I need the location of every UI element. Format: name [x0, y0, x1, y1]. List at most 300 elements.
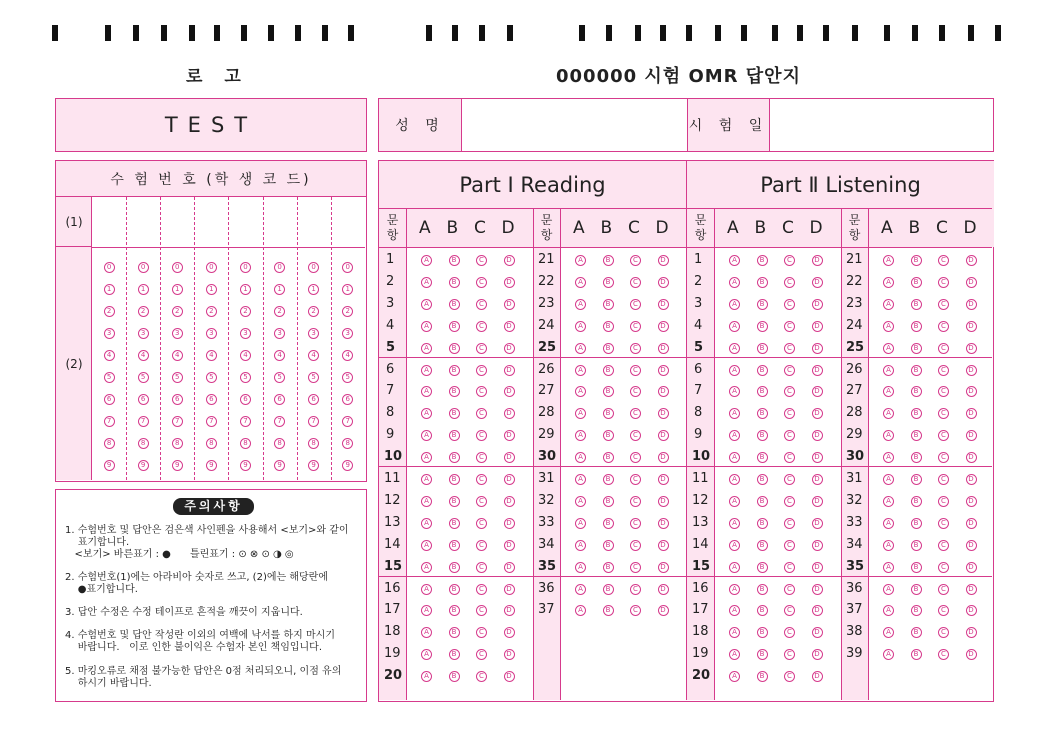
answer-bubble[interactable]: C — [630, 255, 641, 266]
answer-bubble[interactable]: C — [784, 430, 795, 441]
answer-bubble[interactable]: C — [630, 452, 641, 463]
answer-bubble[interactable]: A — [421, 255, 432, 266]
id-bubble[interactable]: 4 — [240, 350, 251, 361]
answer-bubble[interactable]: A — [575, 562, 586, 573]
id-bubble[interactable]: 5 — [274, 372, 285, 383]
answer-bubble[interactable]: C — [630, 474, 641, 485]
answer-bubble[interactable]: C — [630, 408, 641, 419]
id-bubble[interactable]: 0 — [274, 262, 285, 273]
date-field[interactable] — [769, 99, 992, 151]
answer-bubble[interactable]: A — [729, 430, 740, 441]
answer-bubble[interactable]: D — [966, 605, 977, 616]
answer-bubble[interactable]: B — [911, 649, 922, 660]
answer-bubble[interactable]: B — [449, 343, 460, 354]
answer-bubble[interactable]: C — [630, 299, 641, 310]
answer-bubble[interactable]: A — [729, 649, 740, 660]
answer-bubble[interactable]: C — [630, 518, 641, 529]
id-bubble[interactable]: 9 — [206, 460, 217, 471]
answer-bubble[interactable]: D — [504, 540, 515, 551]
answer-bubble[interactable]: D — [812, 562, 823, 573]
answer-bubble[interactable]: D — [812, 299, 823, 310]
answer-bubble[interactable]: A — [421, 452, 432, 463]
answer-bubble[interactable]: C — [784, 649, 795, 660]
answer-bubble[interactable]: B — [911, 386, 922, 397]
id-bubble[interactable]: 3 — [172, 328, 183, 339]
answer-bubble[interactable]: B — [911, 605, 922, 616]
answer-bubble[interactable]: B — [449, 671, 460, 682]
answer-bubble[interactable]: D — [812, 518, 823, 529]
answer-bubble[interactable]: A — [575, 584, 586, 595]
answer-bubble[interactable]: B — [449, 452, 460, 463]
answer-bubble[interactable]: A — [575, 474, 586, 485]
answer-bubble[interactable]: D — [966, 277, 977, 288]
answer-bubble[interactable]: C — [938, 627, 949, 638]
answer-bubble[interactable]: D — [966, 496, 977, 507]
answer-bubble[interactable]: D — [504, 452, 515, 463]
id-bubble[interactable]: 0 — [342, 262, 353, 273]
answer-bubble[interactable]: B — [603, 430, 614, 441]
id-bubble[interactable]: 8 — [172, 438, 183, 449]
answer-bubble[interactable]: D — [658, 299, 669, 310]
answer-bubble[interactable]: C — [784, 496, 795, 507]
id-bubble[interactable]: 7 — [308, 416, 319, 427]
answer-bubble[interactable]: C — [784, 343, 795, 354]
id-bubble[interactable]: 7 — [206, 416, 217, 427]
answer-bubble[interactable]: C — [938, 540, 949, 551]
answer-bubble[interactable]: A — [883, 299, 894, 310]
answer-bubble[interactable]: B — [449, 255, 460, 266]
id-bubble[interactable]: 9 — [342, 460, 353, 471]
answer-bubble[interactable]: A — [729, 321, 740, 332]
answer-bubble[interactable]: D — [504, 562, 515, 573]
answer-bubble[interactable]: C — [630, 386, 641, 397]
answer-bubble[interactable]: C — [476, 627, 487, 638]
id-bubble[interactable]: 7 — [138, 416, 149, 427]
id-bubble[interactable]: 1 — [308, 284, 319, 295]
answer-bubble[interactable]: B — [449, 562, 460, 573]
answer-bubble[interactable]: D — [504, 365, 515, 376]
answer-bubble[interactable]: D — [658, 562, 669, 573]
answer-bubble[interactable]: C — [938, 474, 949, 485]
answer-bubble[interactable]: A — [729, 627, 740, 638]
answer-bubble[interactable]: B — [757, 321, 768, 332]
answer-bubble[interactable]: D — [812, 496, 823, 507]
answer-bubble[interactable]: C — [784, 605, 795, 616]
answer-bubble[interactable]: C — [476, 496, 487, 507]
answer-bubble[interactable]: B — [449, 540, 460, 551]
answer-bubble[interactable]: A — [883, 518, 894, 529]
answer-bubble[interactable]: B — [757, 627, 768, 638]
answer-bubble[interactable]: B — [757, 452, 768, 463]
answer-bubble[interactable]: B — [757, 343, 768, 354]
id-bubble[interactable]: 9 — [308, 460, 319, 471]
answer-bubble[interactable]: C — [938, 649, 949, 660]
id-bubble[interactable]: 2 — [240, 306, 251, 317]
answer-bubble[interactable]: B — [757, 430, 768, 441]
answer-bubble[interactable]: D — [658, 255, 669, 266]
answer-bubble[interactable]: D — [658, 540, 669, 551]
answer-bubble[interactable]: A — [729, 605, 740, 616]
answer-bubble[interactable]: C — [476, 605, 487, 616]
id-bubble[interactable]: 3 — [308, 328, 319, 339]
answer-bubble[interactable]: A — [883, 321, 894, 332]
id-bubble[interactable]: 2 — [206, 306, 217, 317]
answer-bubble[interactable]: C — [784, 277, 795, 288]
answer-bubble[interactable]: D — [658, 584, 669, 595]
answer-bubble[interactable]: D — [504, 321, 515, 332]
id-bubble[interactable]: 6 — [172, 394, 183, 405]
id-bubble[interactable]: 5 — [138, 372, 149, 383]
answer-bubble[interactable]: A — [575, 365, 586, 376]
answer-bubble[interactable]: A — [883, 430, 894, 441]
answer-bubble[interactable]: D — [504, 518, 515, 529]
answer-bubble[interactable]: C — [630, 343, 641, 354]
id-bubble[interactable]: 8 — [308, 438, 319, 449]
answer-bubble[interactable]: C — [476, 671, 487, 682]
answer-bubble[interactable]: D — [504, 496, 515, 507]
answer-bubble[interactable]: D — [966, 452, 977, 463]
answer-bubble[interactable]: D — [504, 474, 515, 485]
answer-bubble[interactable]: A — [421, 584, 432, 595]
answer-bubble[interactable]: A — [575, 386, 586, 397]
answer-bubble[interactable]: A — [883, 386, 894, 397]
answer-bubble[interactable]: C — [938, 365, 949, 376]
answer-bubble[interactable]: B — [603, 605, 614, 616]
answer-bubble[interactable]: A — [729, 408, 740, 419]
answer-bubble[interactable]: C — [630, 540, 641, 551]
answer-bubble[interactable]: A — [421, 408, 432, 419]
answer-bubble[interactable]: B — [449, 518, 460, 529]
answer-bubble[interactable]: B — [757, 605, 768, 616]
answer-bubble[interactable]: A — [729, 386, 740, 397]
answer-bubble[interactable]: C — [784, 562, 795, 573]
answer-bubble[interactable]: C — [476, 452, 487, 463]
answer-bubble[interactable]: D — [504, 277, 515, 288]
answer-bubble[interactable]: B — [757, 496, 768, 507]
answer-bubble[interactable]: A — [883, 343, 894, 354]
id-bubble[interactable]: 1 — [206, 284, 217, 295]
answer-bubble[interactable]: D — [812, 584, 823, 595]
answer-bubble[interactable]: A — [575, 452, 586, 463]
answer-bubble[interactable]: A — [883, 474, 894, 485]
answer-bubble[interactable]: A — [883, 452, 894, 463]
answer-bubble[interactable]: D — [658, 277, 669, 288]
id-bubble[interactable]: 0 — [138, 262, 149, 273]
answer-bubble[interactable]: A — [421, 540, 432, 551]
id-bubble[interactable]: 3 — [206, 328, 217, 339]
id-bubble[interactable]: 2 — [172, 306, 183, 317]
answer-bubble[interactable]: C — [476, 299, 487, 310]
answer-bubble[interactable]: D — [504, 671, 515, 682]
id-bubble[interactable]: 1 — [172, 284, 183, 295]
answer-bubble[interactable]: C — [476, 255, 487, 266]
answer-bubble[interactable]: B — [449, 430, 460, 441]
id-bubble[interactable]: 3 — [138, 328, 149, 339]
name-field[interactable] — [461, 99, 687, 151]
id-bubble[interactable]: 2 — [138, 306, 149, 317]
id-bubble[interactable]: 9 — [172, 460, 183, 471]
answer-bubble[interactable]: D — [812, 649, 823, 660]
answer-bubble[interactable]: C — [938, 299, 949, 310]
answer-bubble[interactable]: C — [476, 321, 487, 332]
answer-bubble[interactable]: D — [966, 430, 977, 441]
answer-bubble[interactable]: B — [603, 255, 614, 266]
id-bubble[interactable]: 9 — [240, 460, 251, 471]
answer-bubble[interactable]: C — [784, 408, 795, 419]
answer-bubble[interactable]: A — [575, 255, 586, 266]
answer-bubble[interactable]: B — [911, 255, 922, 266]
answer-bubble[interactable]: B — [603, 343, 614, 354]
id-bubble[interactable]: 6 — [240, 394, 251, 405]
answer-bubble[interactable]: C — [938, 321, 949, 332]
answer-bubble[interactable]: C — [784, 671, 795, 682]
id-bubble[interactable]: 6 — [308, 394, 319, 405]
answer-bubble[interactable]: D — [504, 649, 515, 660]
id-bubble[interactable]: 3 — [240, 328, 251, 339]
id-bubble[interactable]: 7 — [240, 416, 251, 427]
answer-bubble[interactable]: C — [938, 518, 949, 529]
answer-bubble[interactable]: C — [476, 386, 487, 397]
answer-bubble[interactable]: D — [966, 386, 977, 397]
answer-bubble[interactable]: B — [757, 299, 768, 310]
answer-bubble[interactable]: B — [603, 584, 614, 595]
id-bubble[interactable]: 5 — [104, 372, 115, 383]
answer-bubble[interactable]: D — [504, 584, 515, 595]
id-bubble[interactable]: 0 — [172, 262, 183, 273]
answer-bubble[interactable]: C — [938, 496, 949, 507]
answer-bubble[interactable]: A — [575, 299, 586, 310]
id-bubble[interactable]: 5 — [172, 372, 183, 383]
answer-bubble[interactable]: A — [729, 474, 740, 485]
answer-bubble[interactable]: A — [575, 277, 586, 288]
answer-bubble[interactable]: B — [757, 584, 768, 595]
answer-bubble[interactable]: D — [812, 452, 823, 463]
answer-bubble[interactable]: C — [476, 584, 487, 595]
id-bubble[interactable]: 8 — [104, 438, 115, 449]
id-bubble[interactable]: 5 — [206, 372, 217, 383]
answer-bubble[interactable]: A — [421, 321, 432, 332]
answer-bubble[interactable]: B — [911, 627, 922, 638]
answer-bubble[interactable]: C — [784, 321, 795, 332]
answer-bubble[interactable]: C — [938, 343, 949, 354]
answer-bubble[interactable]: A — [883, 627, 894, 638]
answer-bubble[interactable]: D — [812, 430, 823, 441]
answer-bubble[interactable]: B — [449, 321, 460, 332]
answer-bubble[interactable]: C — [938, 255, 949, 266]
answer-bubble[interactable]: A — [729, 365, 740, 376]
id-bubble[interactable]: 4 — [342, 350, 353, 361]
answer-bubble[interactable]: D — [966, 474, 977, 485]
answer-bubble[interactable]: B — [911, 365, 922, 376]
answer-bubble[interactable]: C — [938, 605, 949, 616]
id-bubble[interactable]: 8 — [138, 438, 149, 449]
answer-bubble[interactable]: C — [784, 584, 795, 595]
answer-bubble[interactable]: D — [812, 255, 823, 266]
answer-bubble[interactable]: C — [630, 277, 641, 288]
answer-bubble[interactable]: B — [449, 365, 460, 376]
answer-bubble[interactable]: D — [812, 277, 823, 288]
id-bubble[interactable]: 6 — [342, 394, 353, 405]
answer-bubble[interactable]: D — [966, 321, 977, 332]
id-bubble[interactable]: 7 — [104, 416, 115, 427]
answer-bubble[interactable]: A — [575, 540, 586, 551]
answer-bubble[interactable]: A — [729, 496, 740, 507]
answer-bubble[interactable]: C — [784, 299, 795, 310]
answer-bubble[interactable]: C — [784, 627, 795, 638]
answer-bubble[interactable]: B — [757, 408, 768, 419]
answer-bubble[interactable]: D — [658, 365, 669, 376]
answer-bubble[interactable]: D — [812, 386, 823, 397]
answer-bubble[interactable]: C — [938, 430, 949, 441]
answer-bubble[interactable]: C — [938, 452, 949, 463]
answer-bubble[interactable]: D — [812, 408, 823, 419]
answer-bubble[interactable]: A — [421, 496, 432, 507]
id-bubble[interactable]: 2 — [274, 306, 285, 317]
id-bubble[interactable]: 9 — [138, 460, 149, 471]
answer-bubble[interactable]: C — [476, 474, 487, 485]
answer-bubble[interactable]: C — [630, 365, 641, 376]
id-bubble[interactable]: 9 — [104, 460, 115, 471]
answer-bubble[interactable]: D — [812, 321, 823, 332]
answer-bubble[interactable]: B — [911, 562, 922, 573]
answer-bubble[interactable]: B — [449, 408, 460, 419]
id-bubble[interactable]: 8 — [206, 438, 217, 449]
answer-bubble[interactable]: A — [729, 255, 740, 266]
answer-bubble[interactable]: D — [966, 408, 977, 419]
id-bubble[interactable]: 0 — [308, 262, 319, 273]
answer-bubble[interactable]: A — [421, 562, 432, 573]
answer-bubble[interactable]: C — [784, 386, 795, 397]
answer-bubble[interactable]: B — [603, 562, 614, 573]
answer-bubble[interactable]: B — [449, 386, 460, 397]
id-bubble[interactable]: 9 — [274, 460, 285, 471]
answer-bubble[interactable]: D — [504, 255, 515, 266]
answer-bubble[interactable]: C — [476, 277, 487, 288]
answer-bubble[interactable]: A — [575, 408, 586, 419]
answer-bubble[interactable]: D — [504, 605, 515, 616]
answer-bubble[interactable]: C — [630, 584, 641, 595]
answer-bubble[interactable]: B — [603, 474, 614, 485]
answer-bubble[interactable]: B — [603, 386, 614, 397]
id-bubble[interactable]: 1 — [342, 284, 353, 295]
answer-bubble[interactable]: A — [729, 299, 740, 310]
answer-bubble[interactable]: B — [449, 605, 460, 616]
id-bubble[interactable]: 8 — [240, 438, 251, 449]
id-bubble[interactable]: 0 — [240, 262, 251, 273]
answer-bubble[interactable]: A — [883, 277, 894, 288]
answer-bubble[interactable]: B — [911, 496, 922, 507]
answer-bubble[interactable]: B — [757, 277, 768, 288]
answer-bubble[interactable]: A — [729, 584, 740, 595]
answer-bubble[interactable]: B — [911, 584, 922, 595]
answer-bubble[interactable]: C — [476, 518, 487, 529]
answer-bubble[interactable]: B — [603, 540, 614, 551]
answer-bubble[interactable]: A — [883, 562, 894, 573]
answer-bubble[interactable]: D — [504, 430, 515, 441]
answer-bubble[interactable]: B — [757, 518, 768, 529]
answer-bubble[interactable]: A — [421, 474, 432, 485]
answer-bubble[interactable]: A — [575, 430, 586, 441]
id-bubble[interactable]: 0 — [104, 262, 115, 273]
answer-bubble[interactable]: A — [575, 343, 586, 354]
answer-bubble[interactable]: D — [812, 474, 823, 485]
answer-bubble[interactable]: A — [421, 386, 432, 397]
answer-bubble[interactable]: C — [476, 430, 487, 441]
answer-bubble[interactable]: D — [966, 343, 977, 354]
answer-bubble[interactable]: B — [449, 299, 460, 310]
answer-bubble[interactable]: C — [784, 452, 795, 463]
answer-bubble[interactable]: D — [966, 584, 977, 595]
answer-bubble[interactable]: A — [421, 649, 432, 660]
answer-bubble[interactable]: A — [421, 430, 432, 441]
answer-bubble[interactable]: A — [575, 321, 586, 332]
answer-bubble[interactable]: D — [504, 299, 515, 310]
answer-bubble[interactable]: A — [883, 649, 894, 660]
answer-bubble[interactable]: C — [630, 496, 641, 507]
answer-bubble[interactable]: B — [911, 299, 922, 310]
answer-bubble[interactable]: A — [421, 365, 432, 376]
answer-bubble[interactable]: C — [476, 540, 487, 551]
answer-bubble[interactable]: B — [603, 299, 614, 310]
answer-bubble[interactable]: B — [911, 321, 922, 332]
answer-bubble[interactable]: B — [911, 343, 922, 354]
answer-bubble[interactable]: B — [757, 365, 768, 376]
answer-bubble[interactable]: B — [449, 496, 460, 507]
answer-bubble[interactable]: C — [938, 562, 949, 573]
answer-bubble[interactable]: A — [729, 540, 740, 551]
answer-bubble[interactable]: C — [476, 408, 487, 419]
answer-bubble[interactable]: C — [938, 277, 949, 288]
answer-bubble[interactable]: C — [784, 474, 795, 485]
id-bubble[interactable]: 0 — [206, 262, 217, 273]
answer-bubble[interactable]: B — [603, 408, 614, 419]
answer-bubble[interactable]: B — [911, 540, 922, 551]
id-bubble[interactable]: 4 — [274, 350, 285, 361]
id-bubble[interactable]: 5 — [240, 372, 251, 383]
answer-bubble[interactable]: A — [883, 584, 894, 595]
answer-bubble[interactable]: A — [729, 343, 740, 354]
id-bubble[interactable]: 8 — [342, 438, 353, 449]
answer-bubble[interactable]: B — [603, 496, 614, 507]
answer-bubble[interactable]: B — [757, 540, 768, 551]
answer-bubble[interactable]: A — [421, 518, 432, 529]
answer-bubble[interactable]: B — [911, 452, 922, 463]
id-bubble[interactable]: 5 — [342, 372, 353, 383]
answer-bubble[interactable]: C — [630, 605, 641, 616]
answer-bubble[interactable]: A — [883, 496, 894, 507]
answer-bubble[interactable]: D — [658, 430, 669, 441]
answer-bubble[interactable]: A — [883, 540, 894, 551]
answer-bubble[interactable]: B — [757, 386, 768, 397]
answer-bubble[interactable]: D — [966, 627, 977, 638]
answer-bubble[interactable]: C — [476, 562, 487, 573]
answer-bubble[interactable]: D — [966, 562, 977, 573]
id-bubble[interactable]: 4 — [138, 350, 149, 361]
answer-bubble[interactable]: B — [603, 518, 614, 529]
answer-bubble[interactable]: B — [757, 562, 768, 573]
answer-bubble[interactable]: C — [938, 408, 949, 419]
answer-bubble[interactable]: C — [938, 386, 949, 397]
answer-bubble[interactable]: A — [883, 605, 894, 616]
answer-bubble[interactable]: D — [812, 540, 823, 551]
id-bubble[interactable]: 7 — [274, 416, 285, 427]
answer-bubble[interactable]: D — [658, 386, 669, 397]
answer-bubble[interactable]: D — [658, 605, 669, 616]
answer-bubble[interactable]: A — [729, 671, 740, 682]
answer-bubble[interactable]: D — [658, 518, 669, 529]
id-bubble[interactable]: 6 — [104, 394, 115, 405]
answer-bubble[interactable]: B — [911, 430, 922, 441]
